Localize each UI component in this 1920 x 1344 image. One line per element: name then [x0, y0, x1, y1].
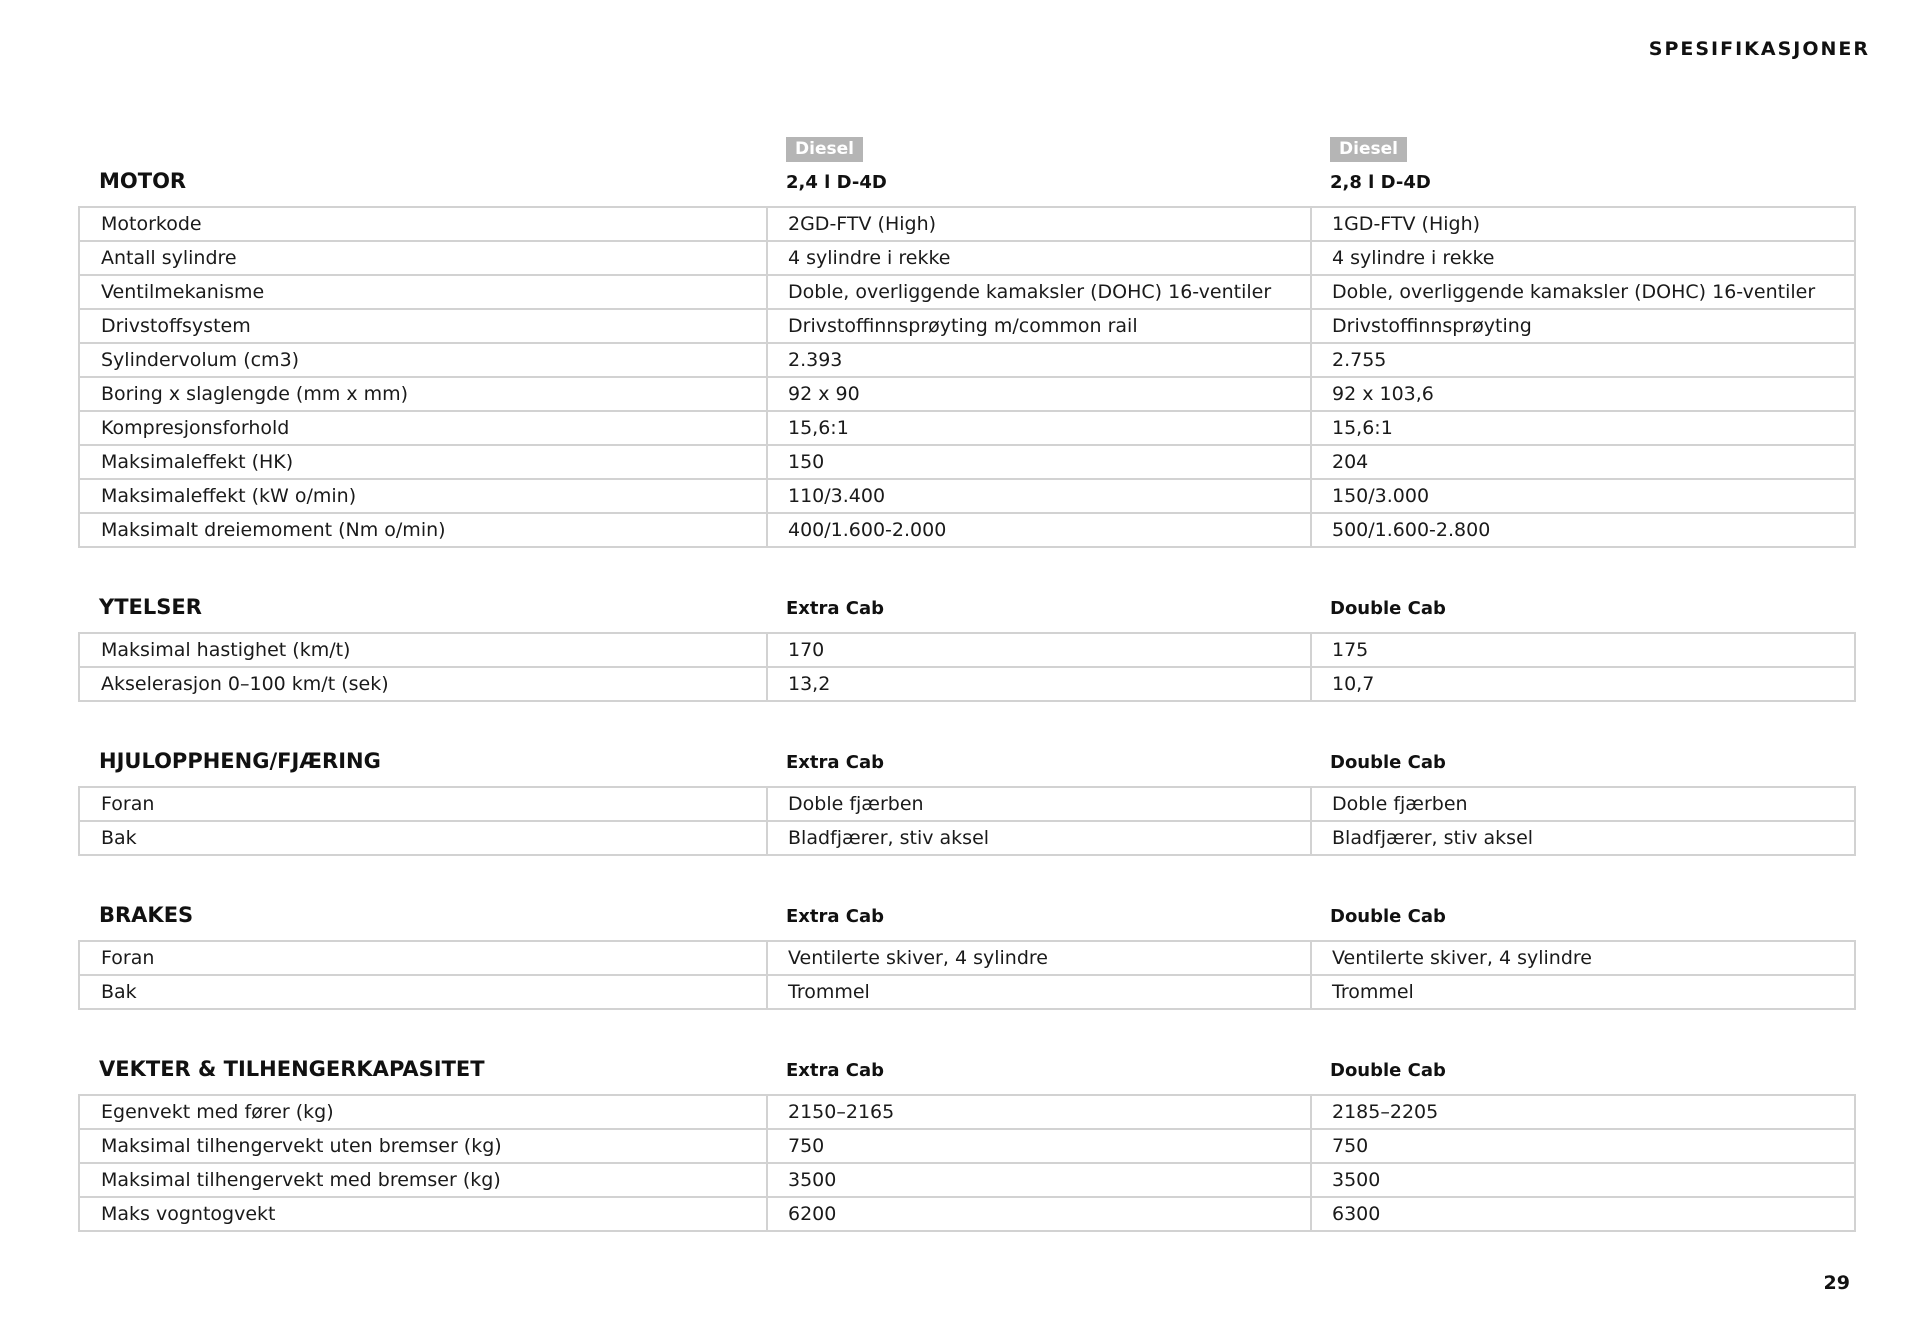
- column-label: Extra Cab: [786, 752, 885, 773]
- spec-label: Boring x slaglengde (mm x mm): [79, 377, 767, 411]
- spec-value: 2150–2165: [767, 1095, 1311, 1129]
- spec-value: Doble, overliggende kamaksler (DOHC) 16-ventiler: [1311, 275, 1855, 309]
- spec-value: Drivstoffinnsprøyting m/common rail: [767, 309, 1311, 343]
- table-row: [79, 1197, 1855, 1231]
- column-label: Double Cab: [1330, 598, 1446, 619]
- table-row: [79, 787, 1855, 821]
- spec-label: Antall sylindre: [79, 241, 767, 275]
- section-header: [78, 880, 1854, 940]
- section-weights: [78, 1034, 1854, 1232]
- spec-label: Bak: [79, 975, 767, 1009]
- table-row: [79, 1095, 1855, 1129]
- spec-value: 15,6:1: [1311, 411, 1855, 445]
- spec-value: 13,2: [767, 667, 1311, 701]
- section-title: VEKTER & TILHENGERKAPASITET: [99, 1057, 485, 1081]
- spec-label: Kompresjonsforhold: [79, 411, 767, 445]
- spec-value: 2.393: [767, 343, 1311, 377]
- table-row: [79, 633, 1855, 667]
- spec-value: 400/1.600-2.000: [767, 513, 1311, 547]
- spec-label: Akselerasjon 0–100 km/t (sek): [79, 667, 767, 701]
- column-header: [766, 1060, 1310, 1094]
- section-header: [78, 128, 1854, 206]
- spec-value: Doble fjærben: [767, 787, 1311, 821]
- spec-value: 175: [1311, 633, 1855, 667]
- column-label: Extra Cab: [786, 598, 885, 619]
- section-title: HJULOPPHENG/FJÆRING: [99, 749, 381, 773]
- spec-value: 3500: [767, 1163, 1311, 1197]
- spec-value: Ventilerte skiver, 4 sylindre: [767, 941, 1311, 975]
- spec-label: Maksimaleffekt (kW o/min): [79, 479, 767, 513]
- spec-label: Maksimal hastighet (km/t): [79, 633, 767, 667]
- fuel-type-badge: Diesel: [786, 137, 863, 162]
- spec-value: 170: [767, 633, 1311, 667]
- spec-label: Maksimalt dreiemoment (Nm o/min): [79, 513, 767, 547]
- spec-label: Foran: [79, 941, 767, 975]
- table-row: [79, 241, 1855, 275]
- spec-value: Doble fjærben: [1311, 787, 1855, 821]
- column-header: [766, 752, 1310, 786]
- column-header: [1310, 906, 1854, 940]
- section-brakes: [78, 880, 1854, 1010]
- section-title: BRAKES: [99, 903, 194, 927]
- spec-value: Bladfjærer, stiv aksel: [1311, 821, 1855, 855]
- column-header: [1310, 137, 1854, 206]
- table-row: [79, 275, 1855, 309]
- spec-value: 2.755: [1311, 343, 1855, 377]
- spec-label: Drivstoffsystem: [79, 309, 767, 343]
- spec-table: [78, 632, 1856, 702]
- spec-table: [78, 206, 1856, 548]
- spec-label: Maksimaleffekt (HK): [79, 445, 767, 479]
- spec-value: 500/1.600-2.800: [1311, 513, 1855, 547]
- spec-value: 2185–2205: [1311, 1095, 1855, 1129]
- section-performance: [78, 572, 1854, 702]
- table-row: [79, 479, 1855, 513]
- fuel-type-badge: Diesel: [1330, 137, 1407, 162]
- column-label: Double Cab: [1330, 752, 1446, 773]
- section-header: [78, 726, 1854, 786]
- spec-label: Egenvekt med fører (kg): [79, 1095, 767, 1129]
- spec-label: Ventilmekanisme: [79, 275, 767, 309]
- column-label: 2,4 l D-4D: [786, 172, 887, 193]
- table-row: [79, 941, 1855, 975]
- table-row: [79, 377, 1855, 411]
- spec-value: 2GD-FTV (High): [767, 207, 1311, 241]
- spec-table: [78, 786, 1856, 856]
- table-row: [79, 667, 1855, 701]
- column-header: [766, 598, 1310, 632]
- spec-value: Ventilerte skiver, 4 sylindre: [1311, 941, 1855, 975]
- spec-content: [78, 128, 1854, 1256]
- spec-value: 3500: [1311, 1163, 1855, 1197]
- section-title: YTELSER: [99, 595, 202, 619]
- column-header: [1310, 598, 1854, 632]
- table-row: [79, 207, 1855, 241]
- spec-value: 6300: [1311, 1197, 1855, 1231]
- spec-value: 1GD-FTV (High): [1311, 207, 1855, 241]
- spec-label: Sylindervolum (cm3): [79, 343, 767, 377]
- section-header: [78, 572, 1854, 632]
- table-row: [79, 513, 1855, 547]
- spec-value: 150/3.000: [1311, 479, 1855, 513]
- column-label: Double Cab: [1330, 1060, 1446, 1081]
- spec-value: 4 sylindre i rekke: [1311, 241, 1855, 275]
- spec-value: Drivstoffinnsprøyting: [1311, 309, 1855, 343]
- spec-label: Maks vogntogvekt: [79, 1197, 767, 1231]
- page-title: SPESIFIKASJONER: [1648, 38, 1870, 60]
- spec-label: Motorkode: [79, 207, 767, 241]
- spec-value: 15,6:1: [767, 411, 1311, 445]
- spec-value: 92 x 90: [767, 377, 1311, 411]
- column-label: Extra Cab: [786, 906, 885, 927]
- table-row: [79, 821, 1855, 855]
- spec-value: 750: [1311, 1129, 1855, 1163]
- spec-value: 92 x 103,6: [1311, 377, 1855, 411]
- spec-table: [78, 1094, 1856, 1232]
- spec-value: Bladfjærer, stiv aksel: [767, 821, 1311, 855]
- table-row: [79, 975, 1855, 1009]
- spec-label: Maksimal tilhengervekt uten bremser (kg): [79, 1129, 767, 1163]
- spec-label: Maksimal tilhengervekt med bremser (kg): [79, 1163, 767, 1197]
- column-label: Extra Cab: [786, 1060, 885, 1081]
- column-header: [766, 137, 1310, 206]
- spec-value: 150: [767, 445, 1311, 479]
- column-header: [1310, 1060, 1854, 1094]
- column-label: 2,8 l D-4D: [1330, 172, 1431, 193]
- spec-value: 10,7: [1311, 667, 1855, 701]
- table-row: [79, 445, 1855, 479]
- column-header: [766, 906, 1310, 940]
- table-row: [79, 411, 1855, 445]
- section-title: MOTOR: [99, 169, 187, 193]
- table-row: [79, 309, 1855, 343]
- table-row: [79, 1163, 1855, 1197]
- table-row: [79, 1129, 1855, 1163]
- page-number: 29: [1823, 1272, 1850, 1294]
- spec-table: [78, 940, 1856, 1010]
- spec-value: Doble, overliggende kamaksler (DOHC) 16-ventiler: [767, 275, 1311, 309]
- section-header: [78, 1034, 1854, 1094]
- spec-label: Bak: [79, 821, 767, 855]
- spec-value: 6200: [767, 1197, 1311, 1231]
- spec-label: Foran: [79, 787, 767, 821]
- spec-value: Trommel: [1311, 975, 1855, 1009]
- spec-value: 750: [767, 1129, 1311, 1163]
- section-motor: [78, 128, 1854, 548]
- spec-value: 204: [1311, 445, 1855, 479]
- column-label: Double Cab: [1330, 906, 1446, 927]
- spec-value: Trommel: [767, 975, 1311, 1009]
- spec-value: 110/3.400: [767, 479, 1311, 513]
- section-suspension: [78, 726, 1854, 856]
- table-row: [79, 343, 1855, 377]
- spec-value: 4 sylindre i rekke: [767, 241, 1311, 275]
- column-header: [1310, 752, 1854, 786]
